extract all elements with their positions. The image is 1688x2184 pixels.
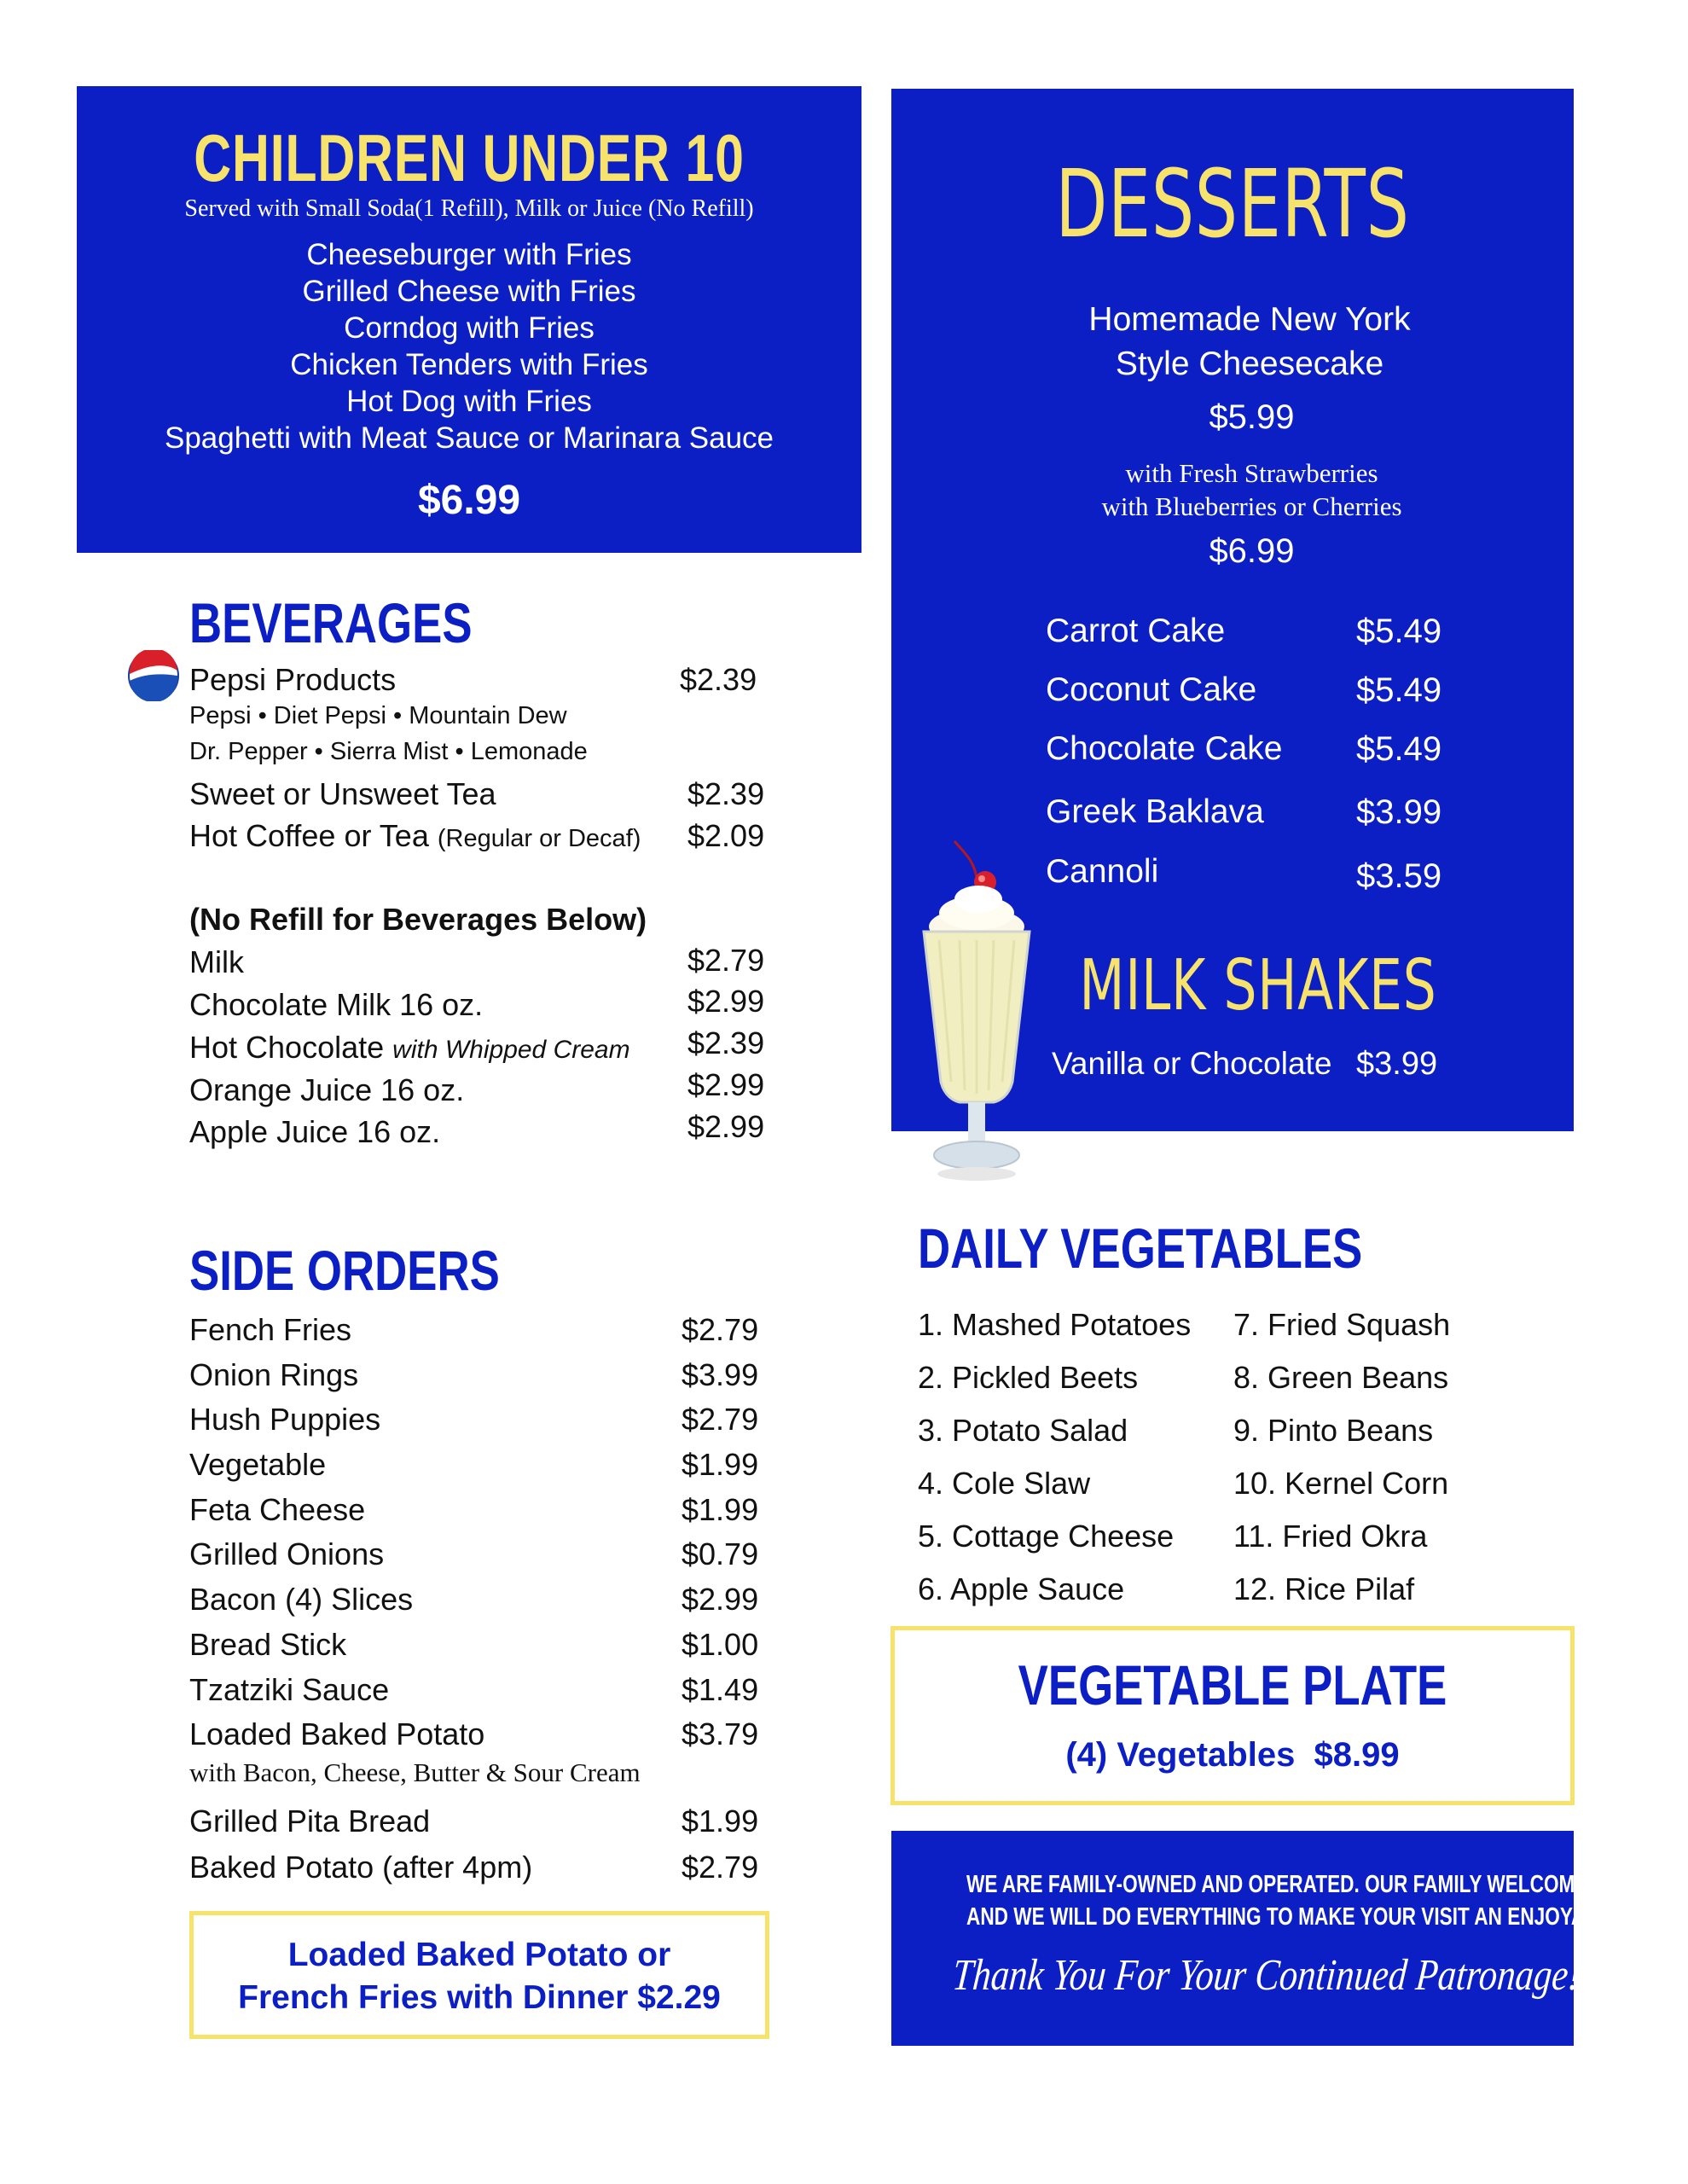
loaded-note: with Bacon, Cheese, Butter & Sour Cream <box>189 1757 641 1787</box>
side-row <box>189 1443 786 1488</box>
hot-choc-price: $2.39 <box>687 1025 765 1060</box>
side-price: $1.99 <box>682 1491 759 1527</box>
family-message-panel <box>891 1831 1677 2046</box>
coffee-price: $2.09 <box>687 818 765 853</box>
cheesecake-line2: Style Cheesecake <box>1115 346 1384 382</box>
children-title: CHILDREN UNDER 10 <box>194 120 745 195</box>
cheesecake-line1: Homemade New York <box>1088 301 1411 338</box>
side-price: $2.79 <box>682 1402 759 1438</box>
side-price: $1.49 <box>682 1671 759 1707</box>
shakes-title: MILK SHAKES <box>1079 945 1437 1026</box>
side-row <box>189 1668 786 1713</box>
dessert-name: Chocolate Cake <box>1046 730 1283 767</box>
cheesecake-price: $5.99 <box>1209 398 1295 436</box>
topping-price: $6.99 <box>1209 532 1295 570</box>
vegetable-item: 1. Mashed Potatoes <box>918 1307 1192 1342</box>
vegetable-item: 9. Pinto Beans <box>1233 1413 1434 1448</box>
tea-name: Sweet or Unsweet Tea <box>189 776 496 811</box>
vegetables-left-list <box>918 1298 1191 1616</box>
vegetable-item: 4. Cole Slaw <box>918 1466 1091 1501</box>
dinner-promo-box <box>189 1911 769 2039</box>
vegetable-item: 3. Potato Salad <box>918 1413 1128 1448</box>
side-price: $1.00 <box>682 1626 759 1662</box>
pepsi-price: $2.39 <box>680 662 757 697</box>
children-items <box>77 236 861 456</box>
oj-price: $2.99 <box>687 1067 765 1102</box>
side-name: Vegetable <box>189 1447 327 1483</box>
hot-choc-row <box>189 1030 630 1066</box>
cheesecake-name <box>891 298 1608 386</box>
family-message <box>891 1868 1677 1933</box>
desserts-title: DESSERTS <box>1055 149 1410 258</box>
vegetables-title: DAILY VEGETABLES <box>918 1217 1363 1280</box>
hot-choc-note: with Whipped Cream <box>392 1036 630 1064</box>
vegetable-item: 2. Pickled Beets <box>918 1360 1139 1395</box>
vegetable-item: 7. Fried Squash <box>1233 1307 1451 1342</box>
sides-title: SIDE ORDERS <box>189 1239 500 1302</box>
side-name: Onion Rings <box>189 1356 359 1392</box>
pepsi-logo-icon <box>128 650 179 701</box>
dessert-price: $3.99 <box>1356 793 1442 831</box>
family-line1: WE ARE FAMILY-OWNED AND OPERATED. OUR FAMILY WELCOMES YOURS <box>966 1871 1674 1898</box>
pepsi-line1: Pepsi • Diet Pepsi • Mountain Dew <box>189 702 567 729</box>
children-item: Grilled Cheese with Fries <box>302 275 636 308</box>
vegetable-plate-line: (4) Vegetables $8.99 <box>1065 1736 1400 1774</box>
dessert-name: Carrot Cake <box>1046 613 1226 649</box>
coffee-row <box>189 818 641 854</box>
side-name: Bread Stick <box>189 1626 347 1662</box>
children-price: $6.99 <box>417 478 521 523</box>
children-item: Corndog with Fries <box>344 311 595 345</box>
children-panel <box>77 86 861 553</box>
vegetable-plate-title: VEGETABLE PLATE <box>1018 1653 1447 1716</box>
milk-name: Milk <box>189 944 244 979</box>
hot-choc-name: Hot Chocolate <box>189 1030 385 1065</box>
side-name: Bacon (4) Slices <box>189 1582 414 1618</box>
side-name: Feta Cheese <box>189 1491 366 1527</box>
vegetables-right-list <box>1233 1298 1450 1616</box>
beverages-title: BEVERAGES <box>189 591 473 654</box>
topping-lines <box>891 456 1612 523</box>
side-row <box>189 1397 786 1443</box>
milkshake-image <box>917 834 1036 1193</box>
pepsi-line2: Dr. Pepper • Sierra Mist • Lemonade <box>189 738 588 765</box>
side-row <box>189 1712 786 1757</box>
no-refill-heading: (No Refill for Beverages Below) <box>189 902 647 937</box>
side-row: Baked Potato (after 4pm) <box>189 1850 533 1885</box>
dessert-price: $5.49 <box>1356 671 1442 709</box>
family-line2: AND WE WILL DO EVERYTHING TO MAKE YOUR VISIT AN ENJOYABLE ONE. <box>966 1903 1677 1931</box>
side-row <box>189 1623 786 1668</box>
milk-price: $2.79 <box>687 943 765 978</box>
side-name: Fench Fries <box>189 1312 352 1347</box>
children-item: Chicken Tenders with Fries <box>290 348 648 381</box>
promo-line1: Loaded Baked Potato or <box>287 1937 671 1973</box>
side-price: $1.99 <box>682 1447 759 1483</box>
vegetable-item: 11. Fried Okra <box>1233 1519 1428 1554</box>
vegetable-item: 8. Green Beans <box>1233 1360 1449 1395</box>
side-price: $2.79 <box>682 1850 759 1885</box>
tea-price: $2.39 <box>687 776 765 811</box>
side-price: $2.79 <box>682 1312 759 1347</box>
dessert-price: $5.49 <box>1356 730 1442 768</box>
side-name: Tzatziki Sauce <box>189 1671 390 1707</box>
dessert-name: Coconut Cake <box>1046 671 1257 708</box>
side-row: Grilled Pita Bread <box>189 1804 431 1838</box>
vegetable-item: 6. Apple Sauce <box>918 1571 1125 1606</box>
aj-price: $2.99 <box>687 1109 765 1144</box>
pepsi-name: Pepsi Products <box>189 662 397 697</box>
aj-name: Apple Juice 16 oz. <box>189 1114 441 1149</box>
side-row <box>189 1308 786 1353</box>
dessert-price: $3.59 <box>1356 857 1442 895</box>
side-row <box>189 1488 786 1533</box>
topping-line2: with Blueberries or Cherries <box>1101 491 1402 521</box>
shakes-name: Vanilla or Chocolate <box>1052 1046 1332 1081</box>
side-row <box>189 1532 786 1577</box>
children-item: Cheeseburger with Fries <box>306 238 632 271</box>
promo-line2: French Fries with Dinner $2.29 <box>238 1979 721 2016</box>
topping-line1: with Fresh Strawberries <box>1125 458 1378 488</box>
side-price: $1.99 <box>682 1804 759 1838</box>
side-price: $2.99 <box>682 1582 759 1618</box>
children-item: Spaghetti with Meat Sauce or Marinara Sauce <box>165 421 774 455</box>
children-subtitle: Served with Small Soda(1 Refill), Milk or Juice (No Refill) <box>184 195 754 222</box>
side-price: $0.79 <box>682 1536 759 1572</box>
dessert-name: Greek Baklava <box>1046 793 1264 830</box>
sides-list <box>189 1308 786 1757</box>
side-name: Grilled Onions <box>189 1536 385 1572</box>
side-name: Loaded Baked Potato <box>189 1716 485 1752</box>
dessert-name: Cannoli <box>1046 853 1159 890</box>
vegetable-item: 10. Kernel Corn <box>1233 1466 1449 1501</box>
vegetable-item: 12. Rice Pilaf <box>1233 1571 1415 1606</box>
oj-name: Orange Juice 16 oz. <box>189 1072 465 1107</box>
side-price: $3.79 <box>682 1716 759 1752</box>
choc-milk-name: Chocolate Milk 16 oz. <box>189 987 484 1022</box>
dessert-price: $5.49 <box>1356 613 1442 650</box>
choc-milk-price: $2.99 <box>687 984 765 1019</box>
coffee-note: (Regular or Decaf) <box>437 825 641 852</box>
thank-you-text: Thank You For Your Continued Patronage! <box>950 1951 1583 2000</box>
side-name: Hush Puppies <box>189 1402 381 1438</box>
shakes-price: $3.99 <box>1356 1046 1438 1082</box>
side-row <box>189 1353 786 1398</box>
coffee-name: Hot Coffee or Tea <box>189 818 429 853</box>
side-price: $3.99 <box>682 1356 759 1392</box>
vegetable-item: 5. Cottage Cheese <box>918 1519 1175 1554</box>
vegetable-plate-box <box>890 1626 1575 1805</box>
side-row <box>189 1577 786 1623</box>
children-item: Hot Dog with Fries <box>346 385 592 418</box>
